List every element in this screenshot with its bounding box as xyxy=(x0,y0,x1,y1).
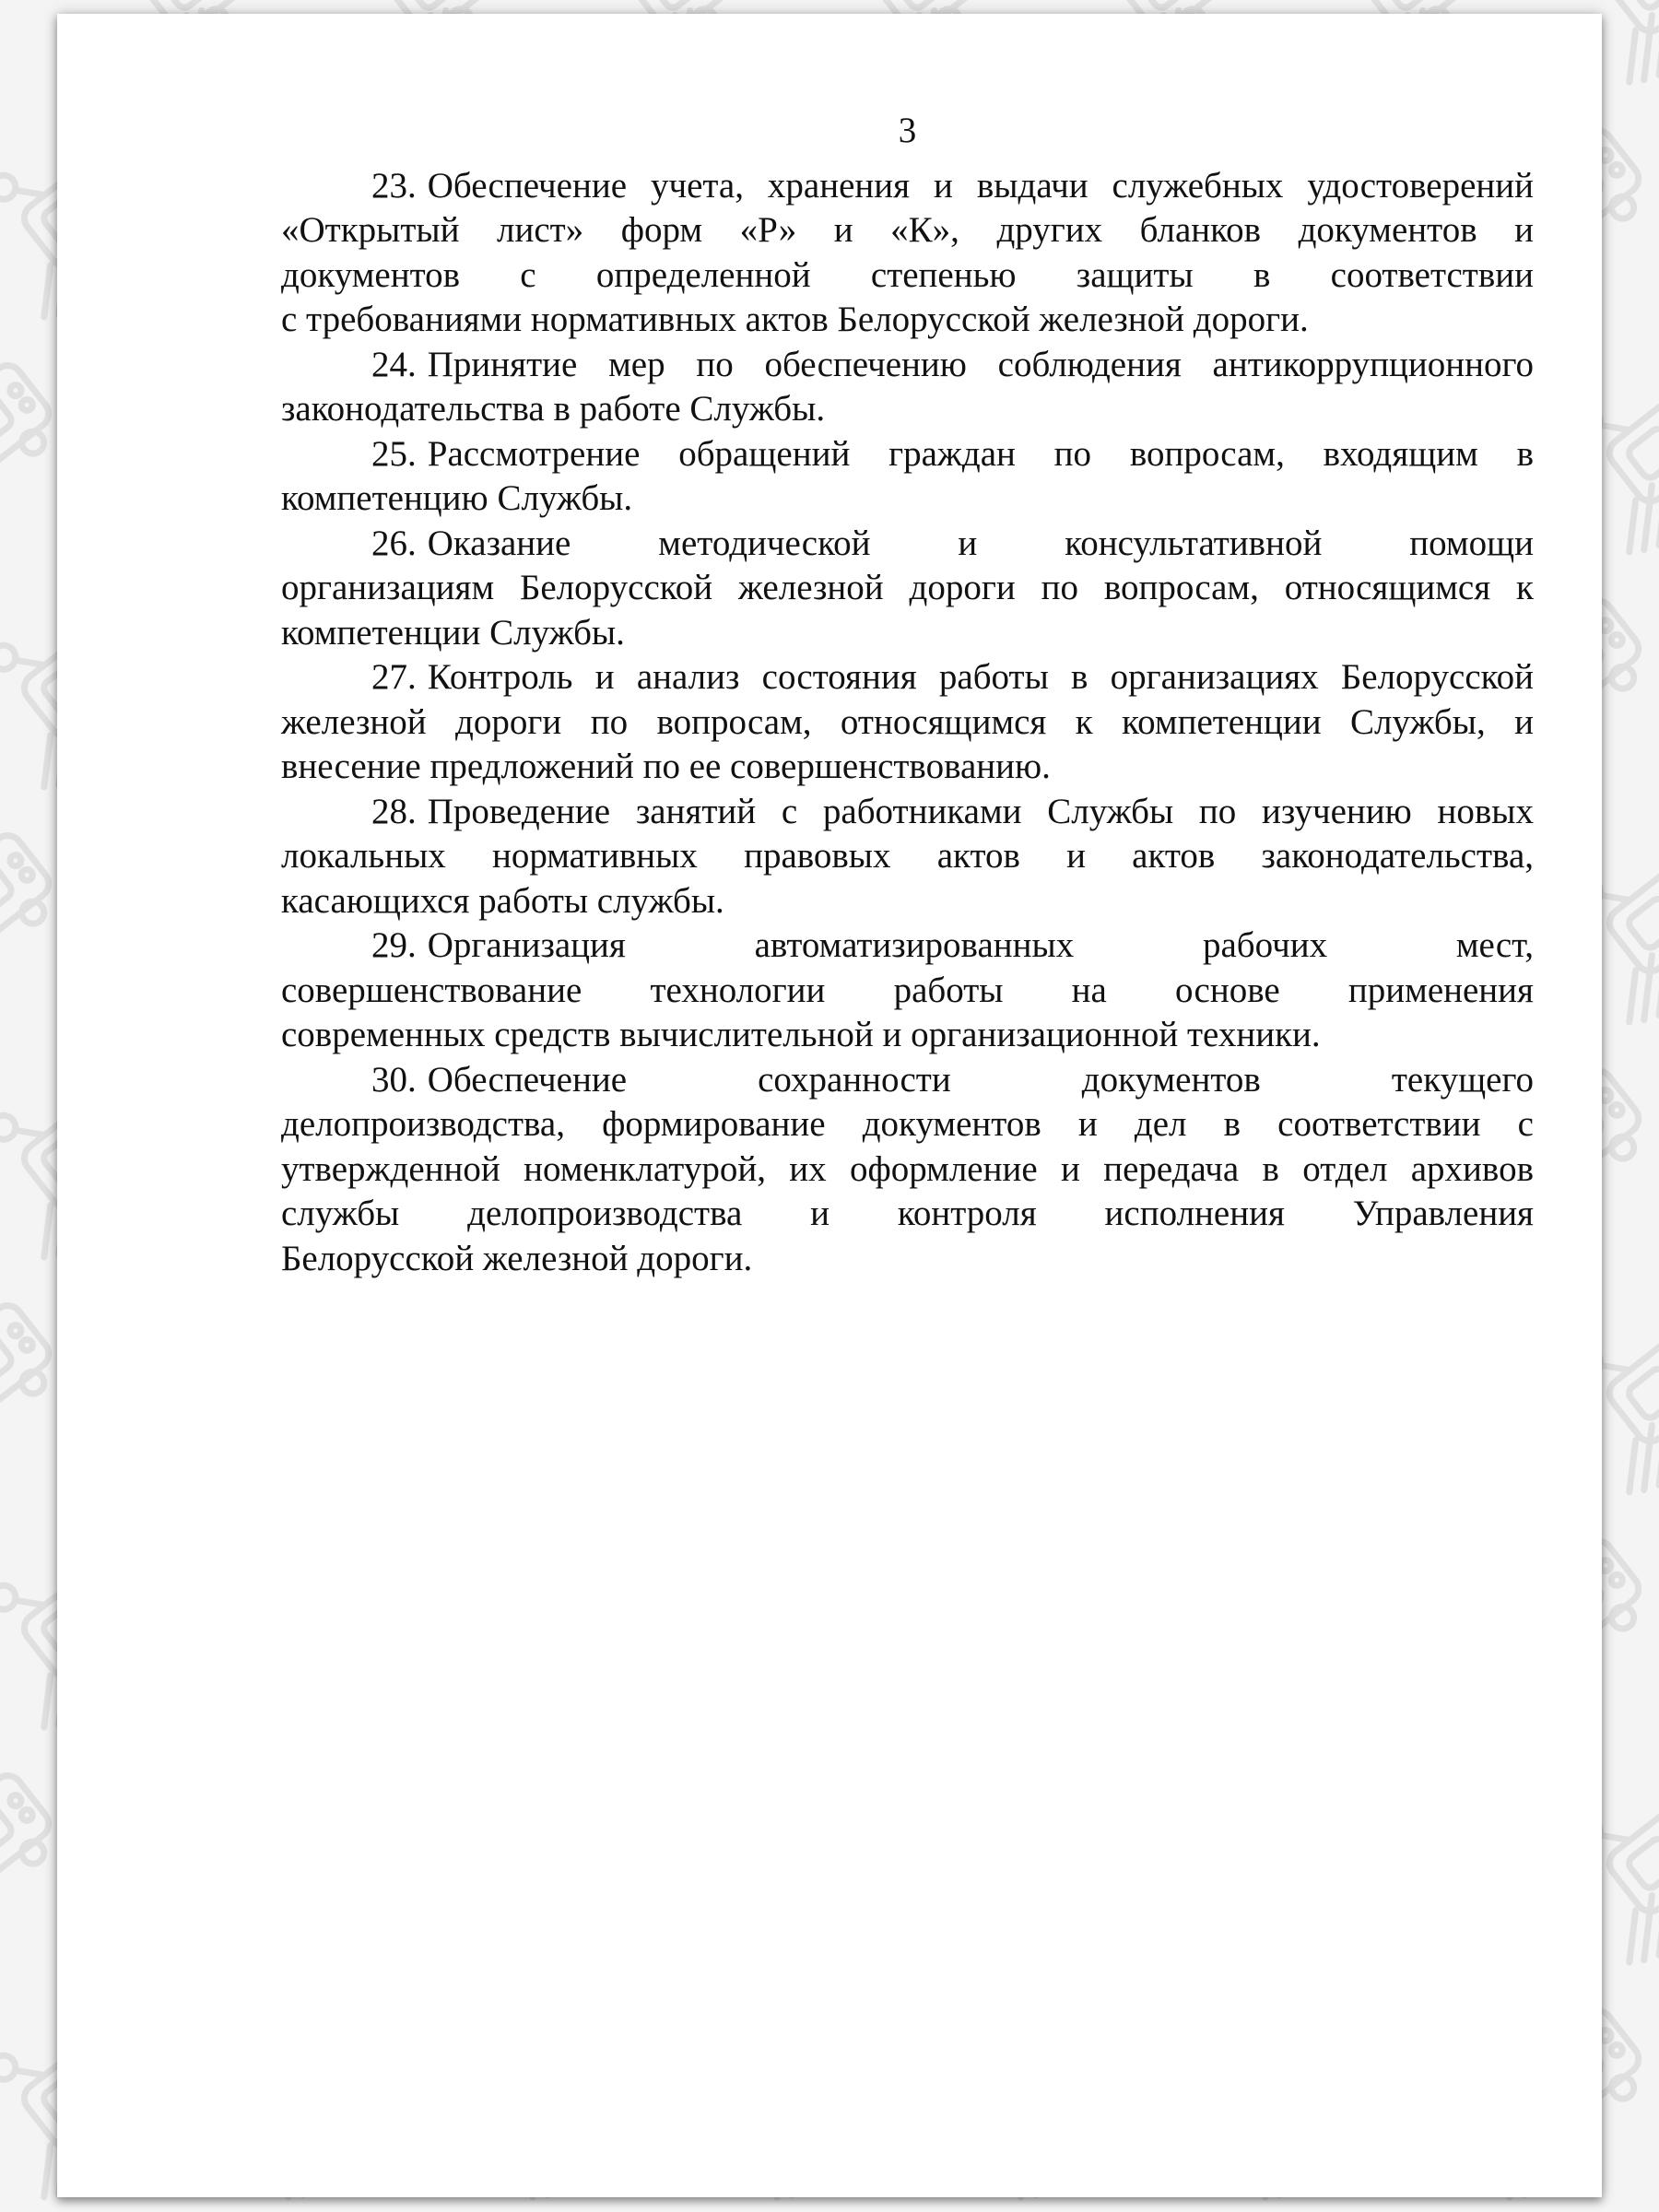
paragraph-line: локальных нормативных правовых актов и актов законодательства, xyxy=(281,836,1534,876)
paragraph-text: Принятие мер по обеспечению соблюдения антикоррупционного xyxy=(427,344,1534,384)
paragraph-line xyxy=(281,164,1534,209)
paragraph-number: 28. xyxy=(371,791,417,831)
paragraph-number: 24. xyxy=(371,344,417,384)
paragraph-line: документов с определенной степенью защиты в соответствии xyxy=(281,254,1534,295)
paragraph xyxy=(281,522,1534,656)
paragraph-number: 25. xyxy=(371,433,417,474)
paragraph xyxy=(281,343,1534,432)
paragraph-line: компетенции Службы. xyxy=(281,612,625,653)
paragraph-text: Организация автоматизированных рабочих мест, xyxy=(427,925,1534,965)
paragraph-text: Рассмотрение обращений граждан по вопросам, входящим в xyxy=(427,433,1534,474)
paragraph-line xyxy=(281,522,1534,567)
paragraph xyxy=(281,655,1534,790)
paragraph xyxy=(281,432,1534,522)
paragraph-line xyxy=(281,790,1534,835)
paragraph-line: современных средств вычислительной и организационной техники. xyxy=(281,1015,1321,1054)
paragraph-line: железной дороги по вопросам, относящимся к компетенции Службы, и xyxy=(281,701,1534,742)
page-content xyxy=(57,14,1602,1281)
paragraph-line: делопроизводства, формирование документов и дел в соответствии с xyxy=(281,1104,1534,1144)
paragraph-number: 23. xyxy=(371,165,417,206)
paragraph-text: Оказание методической и консультативной помощи xyxy=(427,523,1534,563)
paragraph-line: совершенствование технологии работы на основе применения xyxy=(281,970,1534,1010)
paragraph-line xyxy=(281,343,1534,388)
paragraph-line xyxy=(281,655,1534,700)
paragraph xyxy=(281,924,1534,1058)
paragraph xyxy=(281,1058,1534,1282)
paragraph-number: 27. xyxy=(371,657,417,697)
paragraph-line: касающихся работы службы. xyxy=(281,880,724,921)
paragraph-line: Белорусской железной дороги. xyxy=(281,1238,753,1278)
paragraph-text: Обеспечение сохранности документов текущего xyxy=(427,1059,1534,1100)
paragraph-number: 26. xyxy=(371,523,417,563)
document-body xyxy=(281,164,1534,1282)
paragraph-line xyxy=(281,1058,1534,1103)
paragraph-text: Обеспечение учета, хранения и выдачи служебных удостоверений xyxy=(427,165,1534,206)
paragraph-line: внесение предложений по ее совершенствованию. xyxy=(281,747,1051,786)
paragraph-line: службы делопроизводства и контроля исполнения Управления xyxy=(281,1194,1534,1233)
paragraph xyxy=(281,790,1534,924)
paragraph-number: 29. xyxy=(371,925,417,965)
paragraph-line: с требованиями нормативных актов Белорусской железной дороги. xyxy=(281,300,1309,339)
paragraph xyxy=(281,164,1534,343)
paragraph-text: Проведение занятий с работниками Службы по изучению новых xyxy=(427,791,1534,831)
paragraph-line xyxy=(281,924,1534,969)
paragraph-line: компетенцию Службы. xyxy=(281,478,633,518)
document-page xyxy=(57,14,1602,2197)
paragraph-line: «Открытый лист» форм «Р» и «К», других бланков документов и xyxy=(281,210,1534,250)
paragraph-line: организациям Белорусской железной дороги по вопросам, относящимся к xyxy=(281,568,1534,607)
paragraph-text: Контроль и анализ состояния работы в организациях Белорусской xyxy=(427,657,1534,697)
paragraph-number: 30. xyxy=(371,1059,417,1100)
page-number: 3 xyxy=(898,111,917,150)
paragraph-line: законодательства в работе Службы. xyxy=(281,389,826,429)
paragraph-line: утвержденной номенклатурой, их оформление и передача в отдел архивов xyxy=(281,1148,1534,1189)
paragraph-line xyxy=(281,432,1534,477)
